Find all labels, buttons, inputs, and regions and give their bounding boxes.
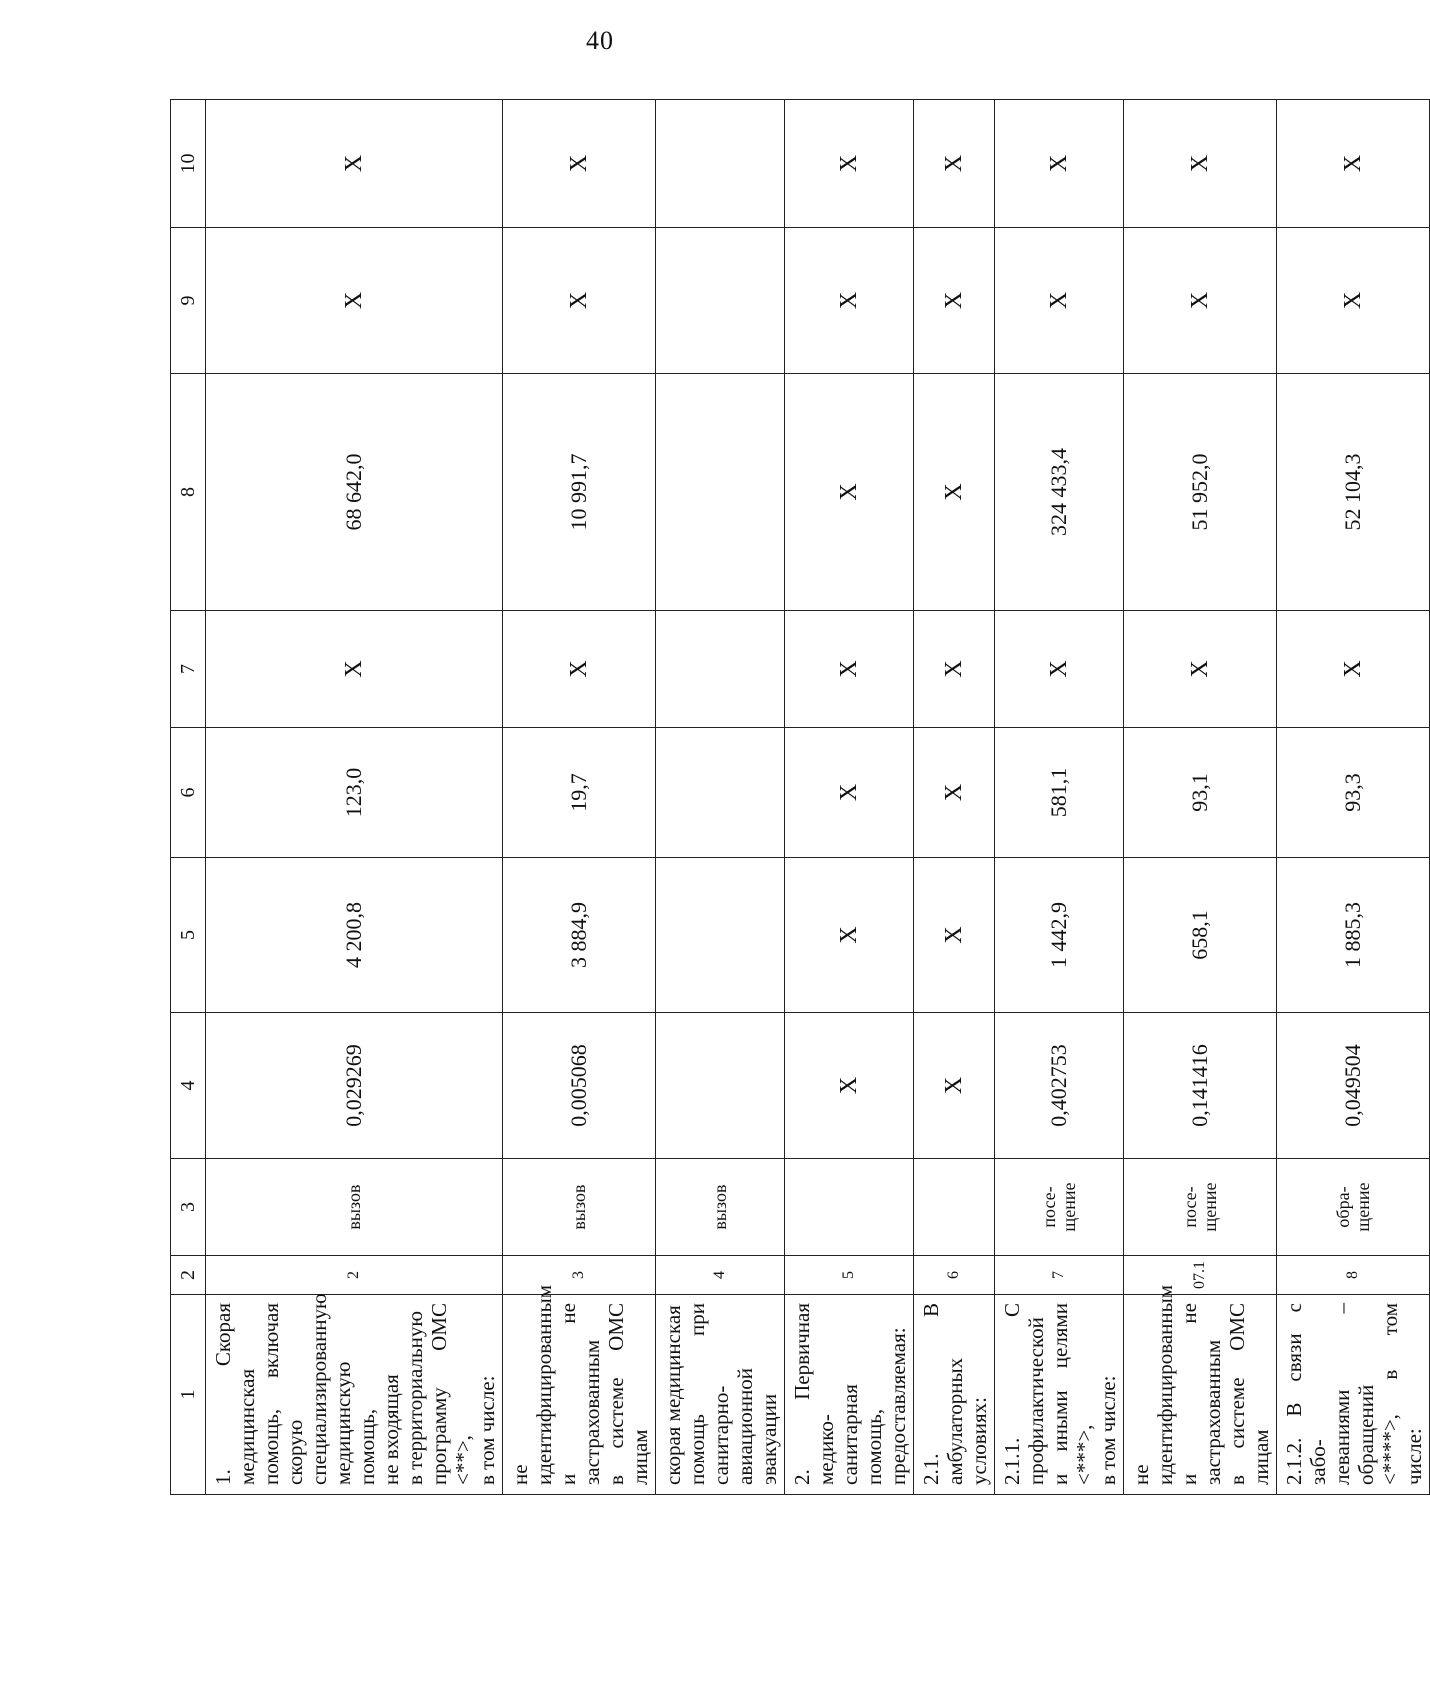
row-name-cell: [1124, 1284, 1277, 1495]
col-header: 3: [171, 1159, 206, 1256]
col-header: 1: [171, 1295, 206, 1495]
row-name-line: в том числе:: [1096, 1375, 1120, 1485]
row-name-line: авиационной эвакуации: [733, 1368, 781, 1485]
row-value-cell-c4: 0,029269: [206, 1013, 503, 1159]
row-value-cell-c7: [656, 611, 785, 728]
row-value-cell-c9: X: [206, 228, 503, 374]
row-name-line: 2.1. В амбулаторных: [919, 1303, 967, 1485]
row-name-line: и иными целями <***>,: [1048, 1303, 1096, 1485]
row-name-line: в системе ОМС лицам: [604, 1303, 652, 1485]
row-name-line: 2. Первичная медико-: [790, 1303, 838, 1485]
row-value-cell-c8: 324 433,4: [995, 374, 1124, 611]
row-value-cell-c4: 0,141416: [1124, 1013, 1277, 1159]
table-row: [656, 100, 785, 1495]
row-value-cell-c5: 1 442,9: [995, 858, 1124, 1013]
row-value-cell-c5: 3 884,9: [503, 858, 656, 1013]
row-code-cell: 5: [785, 1256, 914, 1295]
rotated-table: [170, 100, 1426, 1495]
row-code-cell: 3: [503, 1256, 656, 1295]
row-name-line: санитарная помощь,: [838, 1384, 886, 1485]
row-unit-cell: [1124, 1159, 1277, 1256]
row-value-cell-c7: X: [1277, 611, 1430, 728]
row-value-cell-c7: X: [785, 611, 914, 728]
row-code-cell: 2: [206, 1256, 503, 1295]
row-value-cell-c4: 0,005068: [503, 1013, 656, 1159]
col-header: 2: [171, 1256, 206, 1295]
data-table: [170, 99, 1430, 1495]
col-header: 7: [171, 611, 206, 728]
row-name-line: <****>, в том числе:: [1378, 1303, 1426, 1485]
row-name-cell: [914, 1295, 995, 1495]
row-name-line: специализированную: [307, 1293, 331, 1485]
row-value-cell-c5: 658,1: [1124, 858, 1277, 1013]
row-value-cell-c6: 581,1: [995, 728, 1124, 858]
row-value-cell-c7: X: [995, 611, 1124, 728]
row-value-cell-c9: [656, 228, 785, 374]
row-code-cell: 8: [1277, 1256, 1430, 1295]
row-unit-line: обра-: [1333, 1186, 1353, 1228]
row-name-cell: [656, 1295, 785, 1495]
row-value-cell-c10: X: [1124, 100, 1277, 228]
row-code-cell: 4: [656, 1256, 785, 1295]
row-value-cell-c4: [656, 1013, 785, 1159]
row-value-cell-c6: 123,0: [206, 728, 503, 858]
row-name-line: помощь, включая скорую: [259, 1303, 307, 1485]
row-name-line: в системе ОМС лицам: [1225, 1303, 1273, 1485]
row-name-cell: [503, 1284, 656, 1495]
row-value-cell-c8: X: [914, 374, 995, 611]
rotated-table-wrapper: [170, 100, 1426, 1495]
row-unit-cell: [914, 1159, 995, 1256]
row-value-cell-c10: X: [995, 100, 1124, 228]
row-unit-line: вызов: [710, 1184, 730, 1230]
row-value-cell-c5: 4 200,8: [206, 858, 503, 1013]
row-name-cell: [995, 1295, 1124, 1495]
row-value-cell-c9: X: [995, 228, 1124, 374]
page-number: 40: [586, 26, 614, 55]
col-header: 5: [171, 858, 206, 1013]
row-value-cell-c4: 0,049504: [1277, 1013, 1430, 1159]
row-value-cell-c9: X: [1124, 228, 1277, 374]
row-value-cell-c10: [656, 100, 785, 228]
row-value-cell-c5: X: [785, 858, 914, 1013]
row-unit-line: вызов: [344, 1184, 364, 1230]
row-value-cell-c6: 19,7: [503, 728, 656, 858]
row-value-cell-c9: X: [1277, 228, 1430, 374]
row-value-cell-c8: 51 952,0: [1124, 374, 1277, 611]
row-value-cell-c9: X: [503, 228, 656, 374]
table-body: [206, 100, 1430, 1495]
row-value-cell-c6: X: [785, 728, 914, 858]
row-unit-line: вызов: [569, 1184, 589, 1230]
row-value-cell-c8: 10 991,7: [503, 374, 656, 611]
row-value-cell-c4: 0,402753: [995, 1013, 1124, 1159]
col-header: 8: [171, 374, 206, 611]
row-name-cell: [785, 1295, 914, 1495]
row-name-line: 2.1.2. В связи с забо-: [1282, 1303, 1330, 1485]
row-name-line: и не застрахованным: [1177, 1303, 1225, 1485]
row-value-cell-c4: X: [785, 1013, 914, 1159]
table-row: [914, 100, 995, 1495]
col-header: 6: [171, 728, 206, 858]
row-name-line: в том числе:: [475, 1375, 499, 1485]
row-name-line: предоставляемая:: [886, 1327, 910, 1485]
row-unit-line: щение: [1059, 1182, 1079, 1232]
row-name-line: скорая медицинская: [661, 1305, 685, 1485]
row-value-cell-c6: X: [914, 728, 995, 858]
row-name-cell: [206, 1295, 503, 1495]
row-value-cell-c5: X: [914, 858, 995, 1013]
row-value-cell-c7: X: [503, 611, 656, 728]
row-value-cell-c7: X: [206, 611, 503, 728]
row-value-cell-c8: [656, 374, 785, 611]
row-name-line: не входящая: [379, 1374, 403, 1485]
row-value-cell-c6: 93,1: [1124, 728, 1277, 858]
row-value-cell-c10: X: [914, 100, 995, 228]
row-value-cell-c6: [656, 728, 785, 858]
row-name-line: медицинскую помощь,: [331, 1361, 379, 1485]
row-unit-line: щение: [1200, 1182, 1220, 1232]
row-name-line: помощь при санитарно-: [685, 1303, 733, 1485]
col-header: 9: [171, 228, 206, 374]
row-value-cell-c8: 52 104,3: [1277, 374, 1430, 611]
row-value-cell-c5: 1 885,3: [1277, 858, 1430, 1013]
row-code-cell: 7: [995, 1256, 1124, 1295]
row-unit-cell: [503, 1159, 656, 1256]
row-value-cell-c8: X: [785, 374, 914, 611]
row-unit-cell: [785, 1159, 914, 1256]
row-name-line: 1. Скорая медицинская: [211, 1303, 259, 1485]
row-code-cell: 07.1: [1124, 1256, 1277, 1295]
row-value-cell-c10: X: [206, 100, 503, 228]
row-value-cell-c10: X: [785, 100, 914, 228]
table-row: [206, 100, 503, 1495]
table-row: [995, 100, 1124, 1495]
row-value-cell-c7: X: [1124, 611, 1277, 728]
row-name-line: условиях:: [967, 1397, 991, 1485]
row-code-cell: 6: [914, 1256, 995, 1295]
row-name-line: не идентифицированным: [1129, 1284, 1177, 1485]
col-header: 10: [171, 100, 206, 228]
table-row: [1277, 100, 1430, 1495]
row-value-cell-c6: 93,3: [1277, 728, 1430, 858]
row-name-line: леваниями – обращений: [1330, 1303, 1378, 1485]
row-value-cell-c9: X: [914, 228, 995, 374]
row-unit-cell: [656, 1159, 785, 1256]
col-header: 4: [171, 1013, 206, 1159]
row-value-cell-c5: [656, 858, 785, 1013]
row-unit-line: посе-: [1039, 1186, 1059, 1228]
row-value-cell-c9: X: [785, 228, 914, 374]
row-value-cell-c4: X: [914, 1013, 995, 1159]
row-value-cell-c10: X: [1277, 100, 1430, 228]
row-name-line: и не застрахованным: [556, 1303, 604, 1485]
row-unit-cell: [995, 1159, 1124, 1256]
table-row: [785, 100, 914, 1495]
row-unit-cell: [206, 1159, 503, 1256]
row-name-line: не идентифицированным: [508, 1284, 556, 1485]
row-name-line: программу ОМС <**>,: [427, 1303, 475, 1485]
row-value-cell-c8: 68 642,0: [206, 374, 503, 611]
header-row: [171, 100, 206, 1495]
row-value-cell-c10: X: [503, 100, 656, 228]
table-row: [503, 100, 656, 1495]
row-name-line: в территориальную: [403, 1310, 427, 1485]
row-unit-line: посе-: [1180, 1186, 1200, 1228]
row-unit-cell: [1277, 1159, 1430, 1256]
row-unit-line: щение: [1353, 1182, 1373, 1232]
row-name-line: 2.1.1. С профилактической: [1000, 1303, 1048, 1485]
row-name-cell: [1277, 1295, 1430, 1495]
row-value-cell-c7: X: [914, 611, 995, 728]
table-row: [1124, 100, 1277, 1495]
